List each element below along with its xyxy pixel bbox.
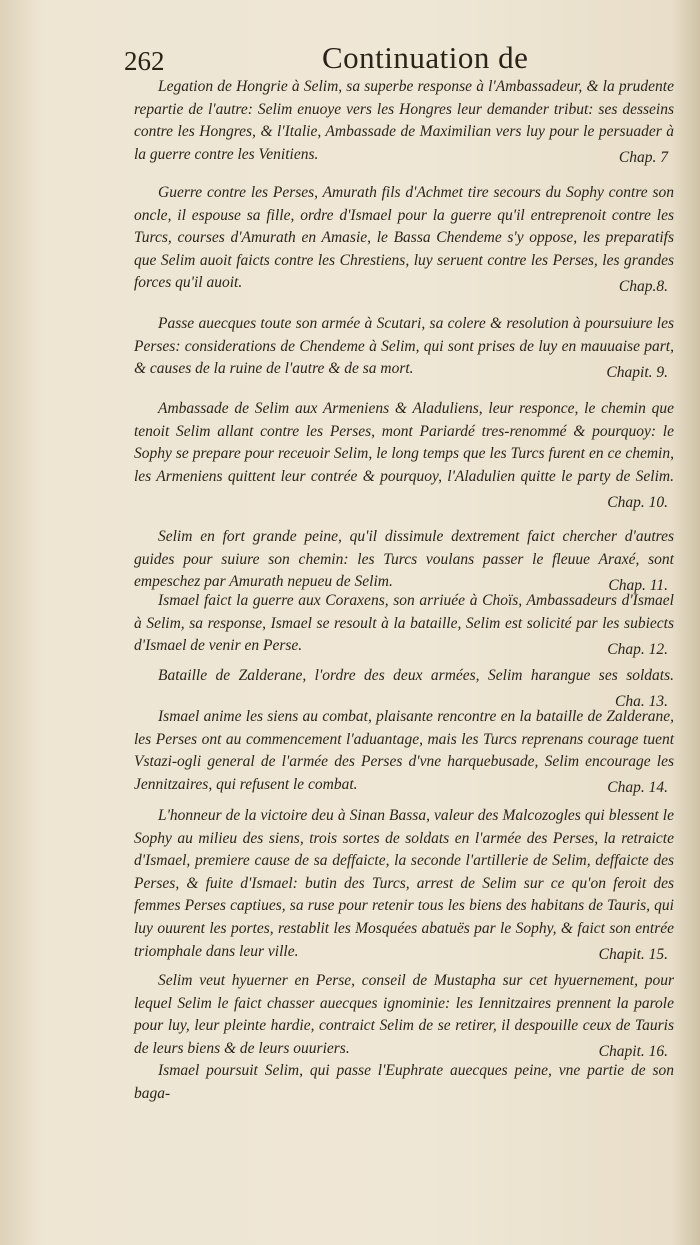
summary-text: Passe auecques toute son armée à Scutari, sa colere & resolution à poursuiure les Perses: considerations de Chendeme à Selim, qui sont prises de luy en mauuaise part, & causes de la ruine de l'autre & de sa mort. — [134, 315, 674, 378]
summary-text: Guerre contre les Perses, Amurath fils d'Achmet tire secours du Sophy contre son oncle, il espouse sa fille, ordre d'Ismael pour la guerre qu'il entreprenoit contre les Turcs, courses d'Amurath en Amasie, le Bassa Chendeme s'y oppose, les preparatifs que Selim auoit faicts contre les Chrestiens, luy seruent contre les Perses, les grandes forces qu'il auoit. — [134, 184, 674, 292]
chapter-ref: Chap.8. — [618, 277, 668, 295]
summary-text: Ambassade de Selim aux Armeniens & Aladuliens, leur responce, le chemin que tenoit Selim allant contre les Perses, mont Pariardé tres-renommé & pourquoy: le Sophy se prepare pour receuoir Selim, le long temps que les Turcs furent en ce chemin, les Armeniens quittent leur contrée & pourquoy, l'Aladulien quitte le party de Selim. — [134, 400, 674, 485]
chapter-summary-11 — [134, 526, 674, 594]
summary-text: Ismael poursuit Selim, qui passe l'Euphrate auecques peine, vne partie de son baga- — [134, 1062, 674, 1102]
running-title: Continuation de — [322, 40, 529, 75]
chapter-summary-12 — [134, 590, 674, 658]
chapter-ref: Chapit. 16. — [598, 1043, 668, 1061]
chapter-ref: Chap. 14. — [607, 779, 668, 797]
page-number: 262 — [124, 46, 165, 76]
summary-text: Legation de Hongrie à Selim, sa superbe response à l'Ambassadeur, & la prudente repartie de l'autre: Selim enuoye vers les Hongres leur demander tribut: ses desseins contre les Hongres, & l'Italie, Ambassade de Maximilian vers luy pour le persuader à la guerre contre les Venitiens. — [134, 78, 674, 163]
chapter-summary-8 — [134, 182, 674, 295]
chapter-summary-13 — [134, 665, 674, 710]
chapter-summary-16 — [134, 970, 674, 1060]
chapter-summary-14 — [134, 706, 674, 796]
chapter-summary-10 — [134, 398, 674, 511]
chapter-ref: Chap. 11. — [608, 576, 668, 594]
chapter-summary-7 — [134, 76, 674, 166]
chapter-ref: Chap. 12. — [607, 640, 668, 658]
chapter-ref: Chap. 10. — [607, 493, 668, 511]
chapter-ref: Chapit. 15. — [598, 946, 668, 964]
chapter-ref: Chapit. 9. — [606, 363, 668, 381]
summary-text: Selim en fort grande peine, qu'il dissimule dextrement faict chercher d'autres guides pour suiure son chemin: les Turcs voulans passer le fleuue Araxé, sont empeschez par Amurath nepueu de Selim. — [134, 528, 674, 591]
chapter-ref: Cha. 13. — [615, 693, 668, 711]
summary-text: Ismael faict la guerre aux Coraxens, son arriuée à Choïs, Ambassadeurs d'Ismael à Selim, sa response, Ismael se resoult à la bataille, Selim est solicité par les subiects d'Ismael de venir en Perse. — [134, 592, 674, 655]
summary-text: L'honneur de la victoire deu à Sinan Bassa, valeur des Malcozogles qui blessent le Sophy au milieu des siens, trois sortes de soldats en l'armée des Perses, la retraicte d'Ismael, premiere cause de sa deffaicte, la seconde l'artillerie de Selim, deffaicte des Perses, & fuite d'Ismael: butin des Turcs, arrest de Selim sur ce qu'on feroit des femmes Perses captiues, sa ruse pour retenir tous les biens des habitans de Tauris, qui luy ouurent les portes, restablit les Mosquées abatuës par le Sophy, & faict son entrée triomphale dans leur ville. — [134, 807, 674, 960]
chapter-summary-15 — [134, 805, 674, 963]
chapter-summary-17 — [134, 1060, 674, 1105]
summary-text: Ismael anime les siens au combat, plaisante rencontre en la bataille de Zalderane, les Perses ont au commencement l'aduantage, mais les Turcs reprenans courage tuent Vstazi-ogli general de l'armée des Perses d'vne harquebusade, Selim encourage les Jennitzaires, qui refusent le combat. — [134, 708, 674, 793]
summary-text: Selim veut hyuerner en Perse, conseil de Mustapha sur cet hyuernement, pour lequel Selim le faict chasser auecques ignominie: les Iennitzaires prennent la parole pour luy, leur pleinte hardie, contraict Selim de se retirer, il despouille ceux de Tauris de leurs biens & de leurs ouuriers. — [134, 972, 674, 1057]
chapter-summary-9 — [134, 313, 674, 381]
summary-text: Bataille de Zalderane, l'ordre des deux armées, Selim harangue ses soldats. — [158, 667, 674, 684]
chapter-ref: Chap. 7 — [618, 149, 668, 167]
